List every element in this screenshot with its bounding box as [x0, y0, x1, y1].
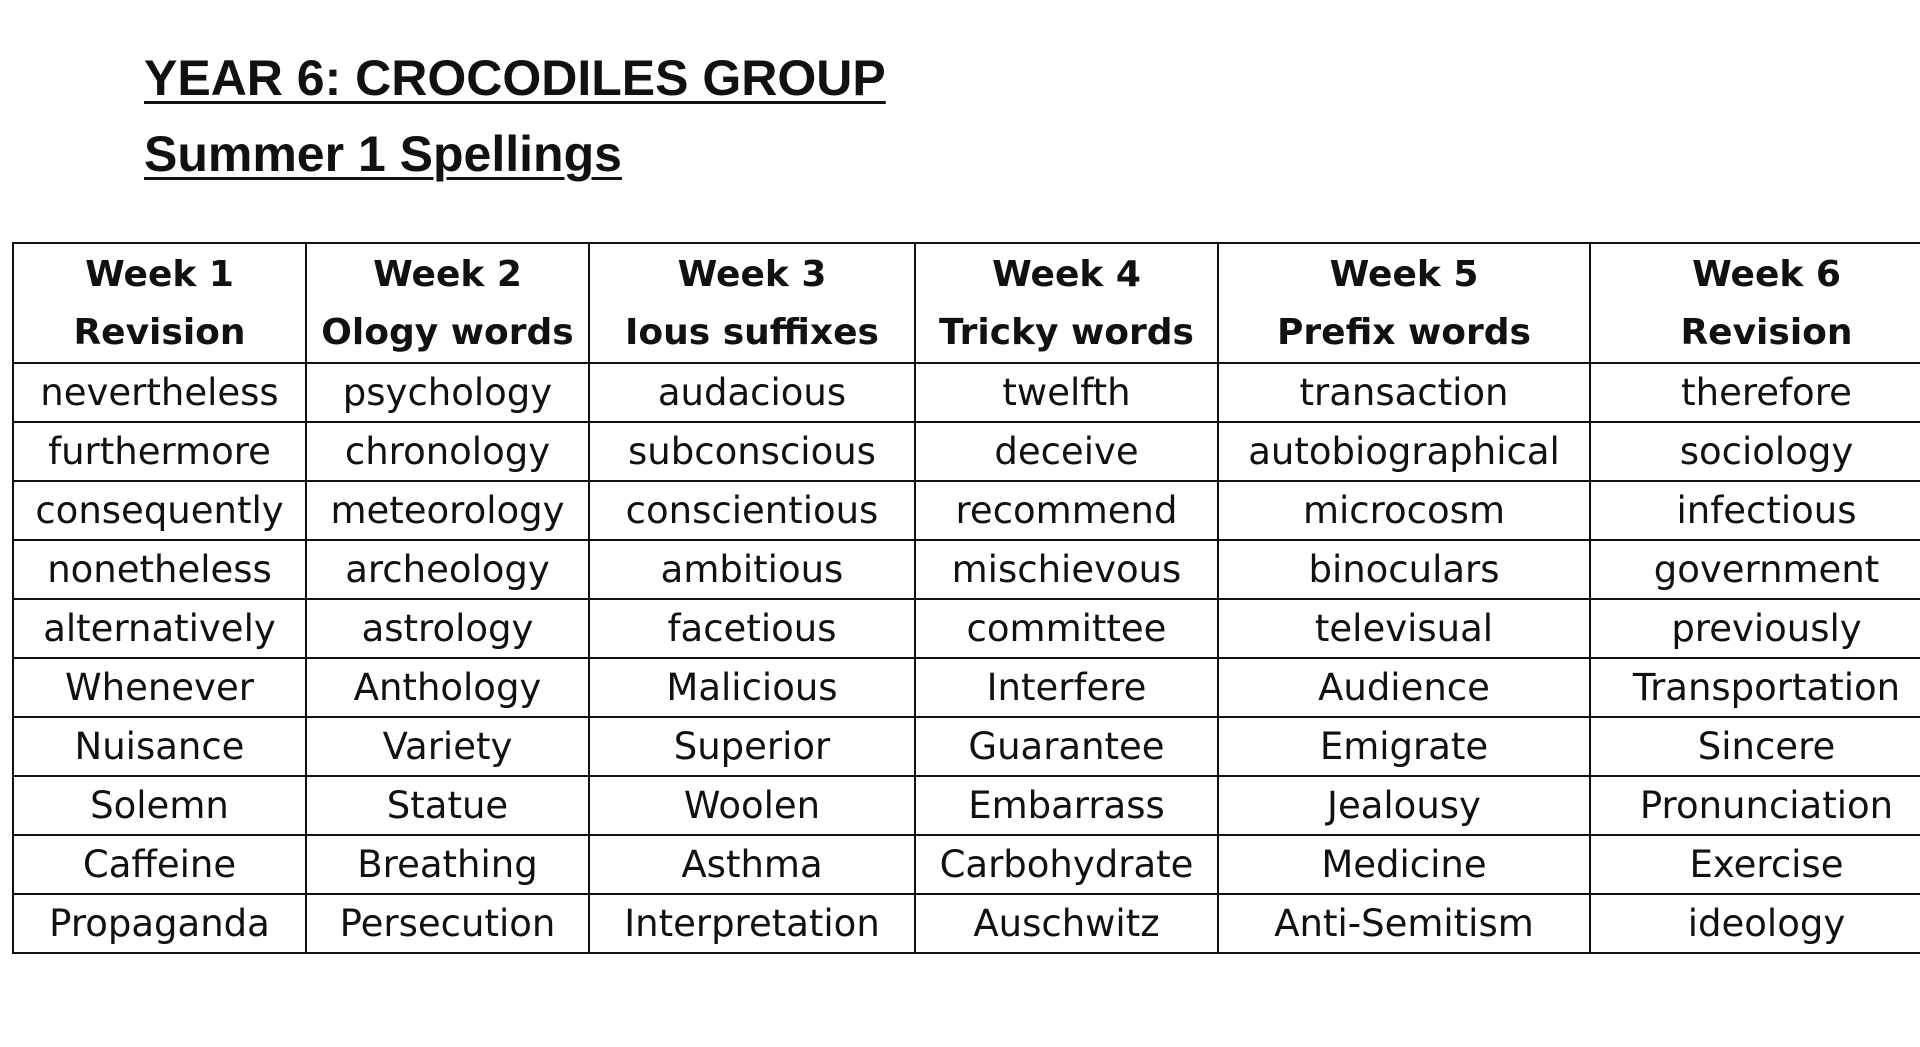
page-subtitle: Summer 1 Spellings	[144, 126, 622, 182]
column-header-week-1	[13, 243, 306, 363]
spelling-cell: Propaganda	[13, 894, 306, 953]
table-row	[13, 835, 1920, 894]
spelling-cell: consequently	[13, 481, 306, 540]
spelling-cell: alternatively	[13, 599, 306, 658]
column-header-week-5	[1218, 243, 1590, 363]
week-label: Week 2	[373, 254, 522, 295]
table-row	[13, 658, 1920, 717]
spelling-cell: psychology	[306, 363, 589, 422]
spelling-cell: mischievous	[915, 540, 1218, 599]
column-header-week-2	[306, 243, 589, 363]
spelling-cell: Malicious	[589, 658, 915, 717]
spelling-cell: Anthology	[306, 658, 589, 717]
header-row	[13, 243, 1920, 363]
spelling-cell: twelfth	[915, 363, 1218, 422]
spelling-cell: Whenever	[13, 658, 306, 717]
spelling-cell: archeology	[306, 540, 589, 599]
spelling-cell: Solemn	[13, 776, 306, 835]
topic-label: Revision	[73, 312, 246, 353]
spelling-cell: Caffeine	[13, 835, 306, 894]
table-row	[13, 363, 1920, 422]
spelling-cell: recommend	[915, 481, 1218, 540]
spelling-cell: government	[1590, 540, 1920, 599]
spelling-cell: Guarantee	[915, 717, 1218, 776]
spelling-cell: nonetheless	[13, 540, 306, 599]
week-label: Week 5	[1329, 254, 1479, 295]
table-row	[13, 717, 1920, 776]
spelling-cell: Audience	[1218, 658, 1590, 717]
spelling-cell: therefore	[1590, 363, 1920, 422]
spelling-cell: Jealousy	[1218, 776, 1590, 835]
spelling-cell: Woolen	[589, 776, 915, 835]
spelling-cell: Emigrate	[1218, 717, 1590, 776]
spelling-cell: Variety	[306, 717, 589, 776]
spelling-cell: Nuisance	[13, 717, 306, 776]
spelling-cell: chronology	[306, 422, 589, 481]
spelling-cell: infectious	[1590, 481, 1920, 540]
week-label: Week 4	[992, 254, 1141, 295]
spelling-cell: Breathing	[306, 835, 589, 894]
page-title: YEAR 6: CROCODILES GROUP	[144, 50, 886, 106]
spelling-cell: Auschwitz	[915, 894, 1218, 953]
table-header	[13, 243, 1920, 363]
spelling-cell: conscientious	[589, 481, 915, 540]
table-body	[13, 363, 1920, 953]
spelling-cell: deceive	[915, 422, 1218, 481]
spelling-cell: facetious	[589, 599, 915, 658]
table-row	[13, 599, 1920, 658]
spelling-cell: furthermore	[13, 422, 306, 481]
spelling-cell: sociology	[1590, 422, 1920, 481]
spelling-cell: Sincere	[1590, 717, 1920, 776]
spelling-cell: Carbohydrate	[915, 835, 1218, 894]
week-label: Week 3	[677, 254, 827, 295]
topic-label: Revision	[1680, 312, 1853, 353]
column-header-week-3	[589, 243, 915, 363]
spelling-cell: meteorology	[306, 481, 589, 540]
spelling-cell: Statue	[306, 776, 589, 835]
spelling-cell: Exercise	[1590, 835, 1920, 894]
spelling-cell: Pronunciation	[1590, 776, 1920, 835]
spelling-cell: nevertheless	[13, 363, 306, 422]
spelling-cell: Anti-Semitism	[1218, 894, 1590, 953]
spelling-cell: Asthma	[589, 835, 915, 894]
table-row	[13, 422, 1920, 481]
spelling-cell: binoculars	[1218, 540, 1590, 599]
spelling-cell: Persecution	[306, 894, 589, 953]
table-row	[13, 481, 1920, 540]
spelling-cell: ideology	[1590, 894, 1920, 953]
spelling-cell: audacious	[589, 363, 915, 422]
week-label: Week 1	[85, 254, 234, 295]
spelling-cell: Medicine	[1218, 835, 1590, 894]
spelling-cell: transaction	[1218, 363, 1590, 422]
spelling-cell: Superior	[589, 717, 915, 776]
spelling-cell: Transportation	[1590, 658, 1920, 717]
spelling-cell: televisual	[1218, 599, 1590, 658]
table-row	[13, 776, 1920, 835]
topic-label: Ious suffixes	[625, 312, 879, 353]
spelling-cell: ambitious	[589, 540, 915, 599]
spelling-cell: autobiographical	[1218, 422, 1590, 481]
table-row	[13, 540, 1920, 599]
week-label: Week 6	[1692, 254, 1841, 295]
topic-label: Ology words	[321, 312, 574, 353]
spelling-cell: subconscious	[589, 422, 915, 481]
spelling-cell: Interpretation	[589, 894, 915, 953]
spelling-cell: astrology	[306, 599, 589, 658]
spelling-cell: previously	[1590, 599, 1920, 658]
spellings-table	[12, 242, 1920, 954]
table-row	[13, 894, 1920, 953]
spelling-cell: Interfere	[915, 658, 1218, 717]
column-header-week-4	[915, 243, 1218, 363]
spelling-cell: committee	[915, 599, 1218, 658]
spelling-cell: Embarrass	[915, 776, 1218, 835]
title-block	[144, 40, 886, 192]
spelling-cell: microcosm	[1218, 481, 1590, 540]
topic-label: Prefix words	[1277, 312, 1531, 353]
topic-label: Tricky words	[939, 312, 1194, 353]
column-header-week-6	[1590, 243, 1920, 363]
